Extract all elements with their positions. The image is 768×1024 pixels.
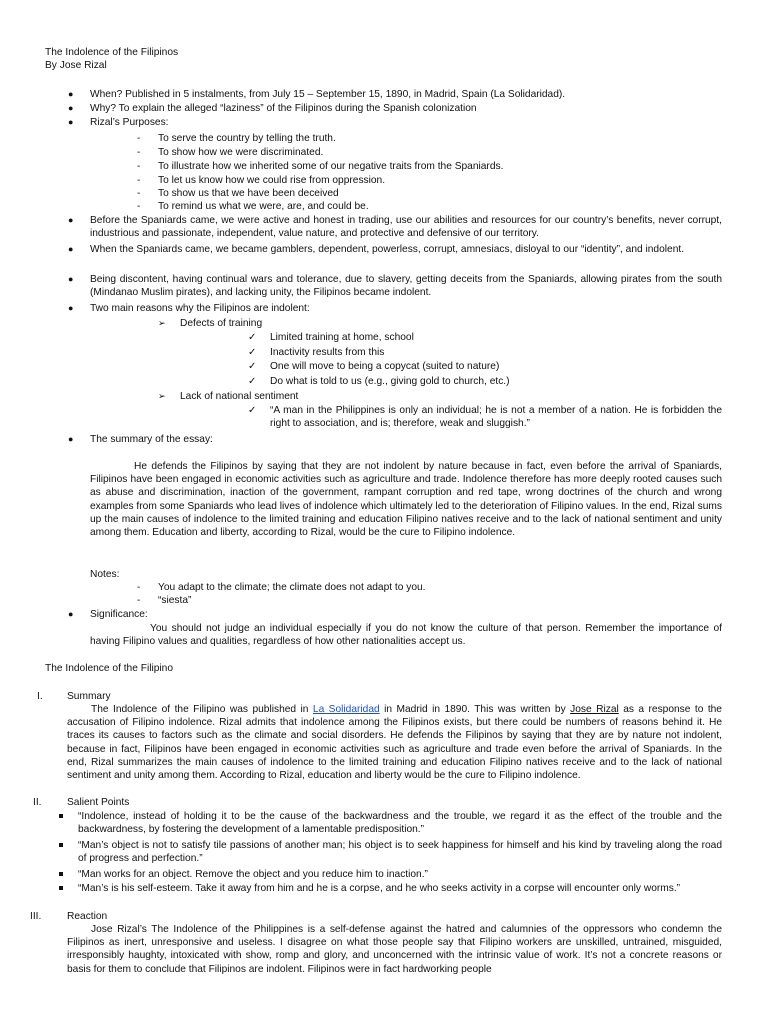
- checkmark-icon: ✓: [248, 376, 257, 387]
- la-solidaridad-link[interactable]: La Solidaridad: [312, 704, 380, 715]
- square-bullet-icon: [59, 814, 63, 818]
- bullet-dot-icon: ●: [68, 103, 74, 113]
- doc-author: By Jose Rizal: [45, 60, 107, 71]
- section2-title: The Indolence of the Filipino: [45, 663, 173, 674]
- reaction-text: Jose Rizal’s The Indolence of the Philippines is a self-defense against the hatred and calumnies of the oppressors who condemn the Filipinos as inert, unresponsive and useless. I disagree on what those people say that Filipino workers are unskilled, untrained, misguided, irresponsibly haughty, intoxicated with show, romp and glory, and unconcerned with the intrinsic value of work. It’s not a concrete reasons or basis for them to conclude that Filipinos are indolent. Filipinos were in fact hardworking people: [67, 924, 722, 975]
- intro-why: Why? To explain the alleged “laziness” of the Filipinos during the Spanish colonization: [90, 103, 477, 114]
- lack-label: Lack of national sentiment: [180, 391, 299, 402]
- dash-icon: -: [137, 188, 141, 199]
- arrow-bullet-icon: ➢: [158, 318, 166, 328]
- purpose-item: To serve the country by telling the truth.: [158, 133, 336, 144]
- bullet-dot-icon: ●: [68, 609, 74, 619]
- bullet-dot-icon: ●: [68, 215, 74, 225]
- lack-quote: “A man in the Philippines is only an individual; he is not a member of a nation. He is forbidden the right to association, and is; therefore, weak and sluggish.”: [270, 405, 722, 430]
- square-bullet-icon: [59, 843, 63, 847]
- salient-heading: Salient Points: [67, 797, 130, 808]
- bullet-dot-icon: ●: [68, 117, 74, 127]
- square-bullet-icon: [59, 872, 63, 876]
- dash-icon: -: [137, 582, 141, 593]
- para-when-spaniards: When the Spaniards came, we became gamblers, dependent, powerless, corrupt, amnesiacs, disloyal to our “identity”, and indolent.: [90, 244, 685, 255]
- significance-text: You should not judge an individual especially if you do not know the culture of that person. Remember the importance of having Filipino values and qualities, regardless of how other nationalities accept us.: [90, 623, 722, 648]
- purpose-item: To let us know how we could rise from oppression.: [158, 175, 386, 186]
- defect-item: Inactivity results from this: [270, 347, 385, 358]
- square-bullet-icon: [59, 886, 63, 890]
- roman-numeral: II.: [33, 797, 42, 808]
- purpose-item: To show how we were discriminated.: [158, 147, 324, 158]
- intro-purposes-label: Rizal’s Purposes:: [90, 117, 169, 128]
- summary-text-part: as a response to the accusation of Filipino indolence. Rizal admits that indolence among the Filipinos exists, but there could be numbers of reasons behind it. He traces its causes to factors such as the climate and social disorders. He defends the Filipinos by saying that they are by nature not indolent, because in fact, Filipinos have been engaged in economic activities such as agriculture and trade even before the arrival of Spaniards. In the end, Rizal summarizes the main causes of indolence to the limited training and education Filipino natives receive and to the lack of national sentiment and unity among them. According to Rizal, education and liberty would be the cure to Filipino indolence.: [67, 704, 722, 782]
- purpose-item: To illustrate how we inherited some of our negative traits from the Spaniards.: [158, 161, 504, 172]
- salient-point: “Man’s is his self-esteem. Take it away from him and he is a corpse, and he who seeks activity in a corpse will encounter only worms.”: [78, 883, 681, 894]
- summary-heading: Summary: [67, 691, 111, 702]
- dash-icon: -: [137, 595, 141, 606]
- arrow-bullet-icon: ➢: [158, 391, 166, 401]
- bullet-dot-icon: ●: [68, 303, 74, 313]
- purpose-item: To show us that we have been deceived: [158, 188, 339, 199]
- significance-label: Significance:: [90, 609, 148, 620]
- defect-item: Do what is told to us (e.g., giving gold to church, etc.): [270, 376, 510, 387]
- summary-text-part: in Madrid in 1890. This was written by: [379, 704, 571, 715]
- roman-numeral: I.: [37, 691, 43, 702]
- summary-text: He defends the Filipinos by saying that they are not indolent by nature because in fact, even before the arrival of Spaniards, Filipinos have been engaged in economic activities such as agriculture and trade. Indolence therefore has more deeply rooted causes such as abuse and discrimination, inaction of the government, rampant corruption and red tape, wrong doctrines of the church and wrong examples from some Spaniards who lead lives of indolence which ultimately led to the deterioration of Filipino values. In the end, Rizal sums up the main causes of indolence to the limited training and education Filipino natives receive and to the lack of national sentiment and unity among them. Education and liberty, according to Rizal, would be the cure to Filipino indolence.: [90, 461, 722, 539]
- para-two-reasons: Two main reasons why the Filipinos are indolent:: [90, 303, 310, 314]
- summary-label: The summary of the essay:: [90, 434, 213, 445]
- checkmark-icon: ✓: [248, 332, 257, 343]
- bullet-dot-icon: ●: [68, 434, 74, 444]
- salient-point: “Man’s object is not to satisfy tile passions of another man; his object is to seek happiness for himself and his kind by traveling along the road of progress and perfection.”: [78, 840, 722, 865]
- bullet-dot-icon: ●: [68, 244, 74, 254]
- summary-text-part: The Indolence of the Filipino was published in: [91, 704, 313, 715]
- note-item: You adapt to the climate; the climate does not adapt to you.: [158, 582, 426, 593]
- dash-icon: -: [137, 133, 141, 144]
- bullet-dot-icon: ●: [68, 274, 74, 284]
- intro-when: When? Published in 5 instalments, from July 15 – September 15, 1890, in Madrid, Spain (La Solidaridad).: [90, 89, 566, 100]
- checkmark-icon: ✓: [248, 405, 257, 416]
- salient-point: “Indolence, instead of holding it to be the cause of the backwardness and the trouble, we regard it as the effect of the trouble and the backwardness, by fostering the development of a lamentable predisposition.”: [78, 811, 722, 836]
- dash-icon: -: [137, 147, 141, 158]
- checkmark-icon: ✓: [248, 347, 257, 358]
- roman-numeral: III.: [30, 911, 42, 922]
- doc-title: The Indolence of the Filipinos: [45, 47, 179, 58]
- section-summary-text: [67, 703, 722, 782]
- para-being-discontent: Being discontent, having continual wars and tolerance, due to slavery, getting deceits from the Spaniards, allowing pirates from the south (Mindanao Muslim pirates), and lacking unity, the Filipinos became indolent.: [90, 274, 722, 299]
- defects-label: Defects of training: [180, 318, 263, 329]
- jose-rizal-link[interactable]: Jose Rizal: [570, 704, 619, 715]
- checkmark-icon: ✓: [248, 361, 257, 372]
- notes-label: Notes:: [90, 569, 120, 580]
- dash-icon: -: [137, 201, 141, 212]
- dash-icon: -: [137, 175, 141, 186]
- note-item: “siesta”: [158, 595, 192, 606]
- bullet-dot-icon: ●: [68, 89, 74, 99]
- purpose-item: To remind us what we were, are, and could be.: [158, 201, 369, 212]
- para-before-spaniards: Before the Spaniards came, we were active and honest in trading, use our abilities and resources for our country’s benefits, never corrupt, industrious and passionate, independent, value nature, and protective and defensive of our territory.: [90, 215, 722, 240]
- dash-icon: -: [137, 161, 141, 172]
- salient-point: “Man works for an object. Remove the object and you reduce him to inaction.”: [78, 869, 428, 880]
- reaction-heading: Reaction: [67, 911, 108, 922]
- defect-item: One will move to being a copycat (suited to nature): [270, 361, 500, 372]
- defect-item: Limited training at home, school: [270, 332, 414, 343]
